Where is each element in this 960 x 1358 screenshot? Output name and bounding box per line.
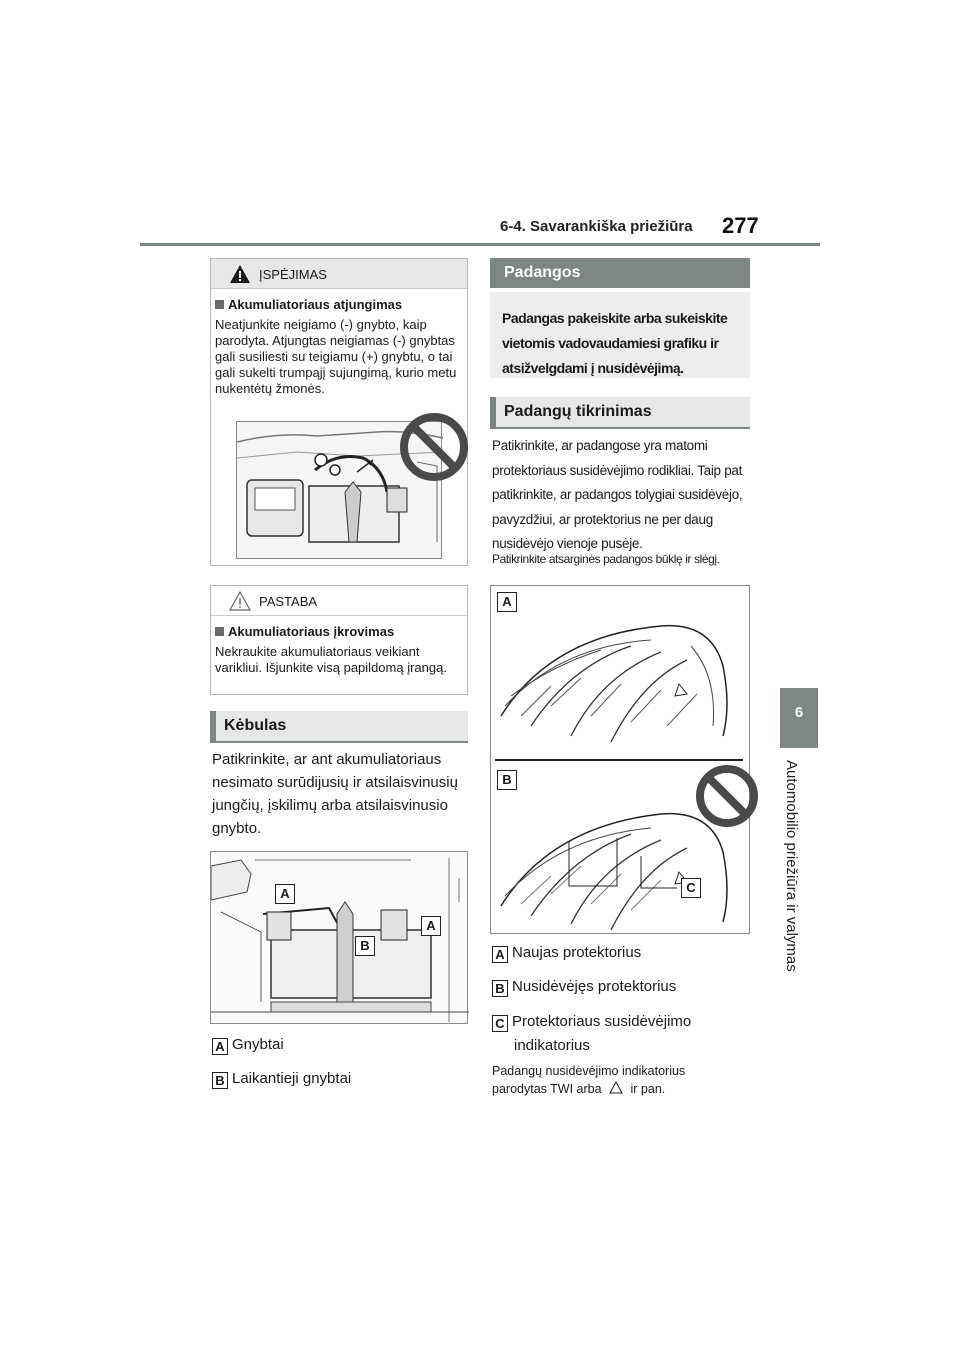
prohibited-icon: [695, 764, 759, 828]
figure-label-c: C: [681, 878, 701, 898]
section-title-tire-check: Padangų tikrinimas: [504, 403, 652, 420]
warning-box: [210, 258, 468, 566]
warning-text: Neatjunkite neigiamo (-) gnybto, kaip parodyta. Atjungtas neigiamas (-) gnybtas gali susiliesti su teigiamu (+) gnybtu, o tai gali sukelti trumpąjį sujungimą, kurio metu nukentėtų žmonės.: [215, 317, 457, 396]
legend-badge: B: [212, 1072, 228, 1089]
notice-box-header: [211, 586, 467, 616]
figure-label-b: B: [497, 770, 517, 790]
prohibited-icon: [399, 412, 469, 482]
warning-title: ĮSPĖJIMAS: [259, 267, 327, 282]
warning-subtitle: Akumuliatoriaus atjungimas: [215, 297, 463, 313]
section-rule: [490, 427, 750, 429]
indicator-note: Padangų nusidėvėjimo indikatorius parodytas TWI arba ir pan.: [492, 1064, 686, 1096]
figure-label-a: A: [497, 592, 517, 612]
body-legend-a: A Gnybtai: [212, 1034, 284, 1056]
tire-legend-a: A Naujas protektorius: [492, 942, 641, 964]
warning-box-header: [211, 259, 467, 289]
section-header-tires: [490, 258, 750, 288]
section-rule: [210, 741, 468, 743]
body-paragraph: Patikrinkite, ar ant akumuliatoriaus nesimato surūdijusių ir atsilaisvinusių jungčių, įskilimų arba atsilaisvinusio gnybto.: [212, 751, 458, 837]
notice-text: Nekraukite akumuliatoriaus veikiant varikliui. Išjunkite visą papildomą įrangą.: [215, 644, 447, 675]
legend-badge: A: [212, 1038, 228, 1055]
running-header-title: 6-4. Savarankiška priežiūra: [500, 218, 693, 235]
tire-legend-c: C Protektoriaus susidėvėjimo indikatorius: [492, 1010, 732, 1058]
figure-label-a: A: [275, 884, 295, 904]
square-bullet-icon: [215, 627, 224, 636]
page-number: 277: [722, 213, 759, 238]
figure-label-a: A: [421, 916, 441, 936]
tire-check-paragraph: Patikrinkite, ar padangose yra matomi protektoriaus susidėvėjimo rodikliai. Taip pat patikrinkite, ar padangos tolygiai susidėvėjo, pavyzdžiui, ar protektorius ne per daug nusidėvėjo vienoje pusėje.: [492, 438, 743, 551]
worn-tread-drawing: [501, 814, 727, 930]
legend-badge: C: [492, 1015, 508, 1032]
wear-indicator-triangle-icon: [609, 1081, 623, 1094]
section-title-body: Kėbulas: [224, 717, 287, 734]
square-bullet-icon: [215, 300, 224, 309]
section-header-tire-check: [490, 397, 750, 427]
body-legend-b: B Laikantieji gnybtai: [212, 1068, 351, 1090]
notice-box: [210, 585, 468, 695]
chapter-title: Automobilio priežiūra ir valymas: [783, 760, 800, 972]
figure-label-b: B: [355, 936, 375, 956]
legend-badge: A: [492, 946, 508, 963]
header-rule: [140, 243, 820, 246]
notice-title: PASTABA: [259, 594, 318, 609]
tire-legend-b: B Nusidėvėjęs protektorius: [492, 976, 676, 998]
section-title-tires: Padangos: [504, 264, 581, 281]
chapter-tab: [780, 688, 818, 748]
spare-tire-note: Patikrinkite atsarginės padangos būklę ir slėgį.: [492, 552, 720, 566]
new-tread-drawing: [501, 626, 727, 742]
caution-triangle-icon: [229, 591, 251, 611]
battery-terminals-illustration: [211, 852, 469, 1025]
warning-triangle-icon: [229, 264, 251, 284]
chapter-number: 6: [794, 704, 804, 721]
battery-disconnect-figure: [236, 421, 442, 559]
section-header-body: [210, 711, 468, 741]
legend-badge: B: [492, 980, 508, 997]
tires-lead: Padangas pakeiskite arba sukeiskite vietomis vadovaudamiesi grafiku ir atsižvelgdami į nusidėvėjimą.: [490, 292, 750, 378]
notice-subtitle: Akumuliatoriaus įkrovimas: [215, 624, 463, 640]
tire-tread-illustration: [491, 586, 751, 935]
battery-terminals-figure: [210, 851, 468, 1024]
tire-tread-figure: [490, 585, 750, 934]
